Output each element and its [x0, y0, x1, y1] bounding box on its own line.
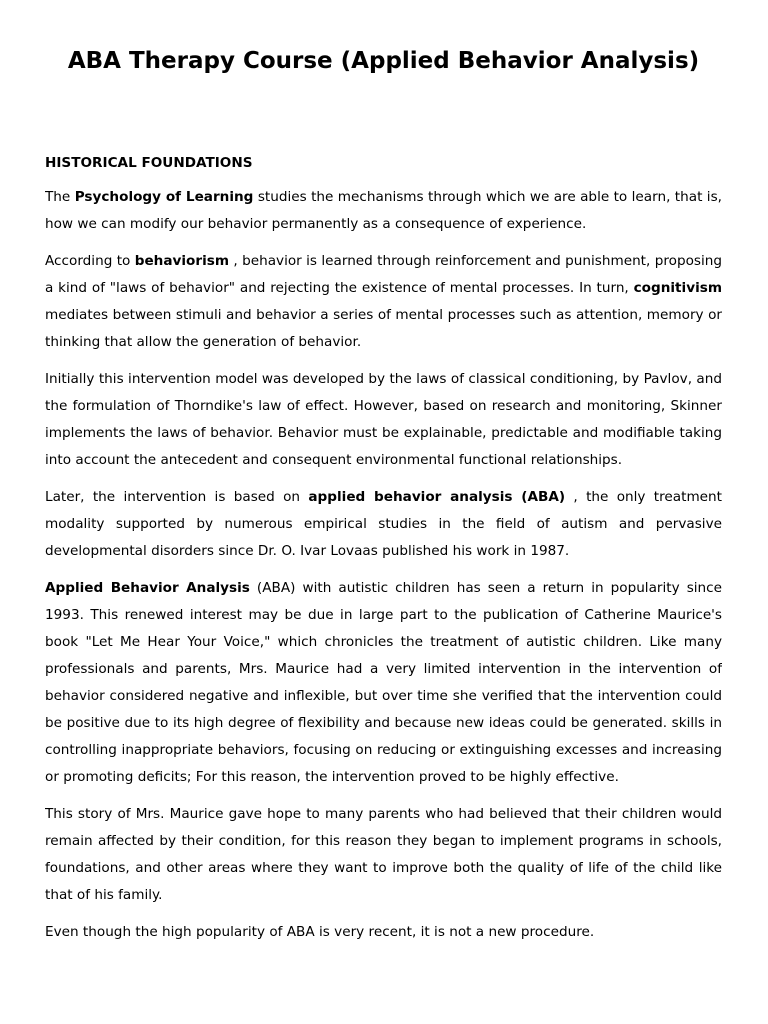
- paragraph-text: studies the mechanisms through which we are able to learn, that is, how we can modify our behavior permanently as a consequence of experience.: [45, 189, 722, 232]
- paragraph-text: , behavior is learned through reinforcement and punishment, proposing a kind of "laws of behavior" and rejecting the existence of mental processes. In turn,: [45, 253, 722, 296]
- paragraph-aba-history: [45, 919, 722, 946]
- paragraph-aba-popularity: [45, 575, 722, 791]
- paragraph-text: (ABA) with autistic children has seen a return in popularity since 1993. This renewed interest may be due in large part to the publication of Catherine Maurice's book "Let Me Hear Your Voice," which chronicles the treatment of autistic children. Like many professionals and parents, Mrs. Maurice had a very limited intervention in the intervention of behavior considered negative and inflexible, but over time she verified that the intervention could be positive due to its high degree of flexibility and because new ideas could be generated. skills in controlling inappropriate behaviors, focusing on reducing or extinguishing excesses and increasing or promoting deficits; For this reason, the intervention proved to be highly effective.: [45, 580, 722, 785]
- paragraph-behaviorism: [45, 248, 722, 356]
- section-heading: HISTORICAL FOUNDATIONS: [45, 155, 253, 171]
- bold-term: Applied Behavior Analysis: [45, 580, 250, 596]
- paragraph-intervention-model: [45, 366, 722, 474]
- paragraph-text: Later, the intervention is based on: [45, 489, 309, 505]
- paragraph-text: , the only treatment modality supported by numerous empirical studies in the field of autism and pervasive developmental disorders since Dr. O. Ivar Lovaas published his work in 1987.: [45, 489, 722, 559]
- paragraph-text: This story of Mrs. Maurice gave hope to many parents who had believed that their children would remain affected by their condition, for this reason they began to implement programs in schools, foundations, and other areas where they want to improve both the quality of life of the child like that of his family.: [45, 806, 722, 903]
- paragraph-text: According to: [45, 253, 135, 269]
- paragraph-maurice-story: [45, 801, 722, 909]
- paragraph-text: mediates between stimuli and behavior a series of mental processes such as attention, memory or thinking that allow the generation of behavior.: [45, 307, 722, 350]
- paragraph-text: Even though the high popularity of ABA is very recent, it is not a new procedure.: [45, 924, 595, 940]
- paragraph-aba-intervention: [45, 484, 722, 565]
- document-page: [45, 0, 722, 1024]
- bold-term: applied behavior analysis (ABA): [308, 489, 566, 505]
- paragraph-text: Initially this intervention model was developed by the laws of classical conditioning, by Pavlov, and the formulation of Thorndike's law of effect. However, based on research and monitoring, Skinner implements the laws of behavior. Behavior must be explainable, predictable and modifiable taking into account the antecedent and consequent environmental functional relationships.: [45, 371, 722, 468]
- document-body: [45, 152, 722, 956]
- document-title: ABA Therapy Course (Applied Behavior Analysis): [67, 48, 700, 74]
- paragraph-text: The: [45, 189, 75, 205]
- bold-term: Psychology of Learning: [74, 189, 254, 205]
- bold-term: cognitivism: [633, 280, 722, 296]
- bold-term: behaviorism: [134, 253, 230, 269]
- paragraph-psychology-of-learning: [45, 184, 722, 238]
